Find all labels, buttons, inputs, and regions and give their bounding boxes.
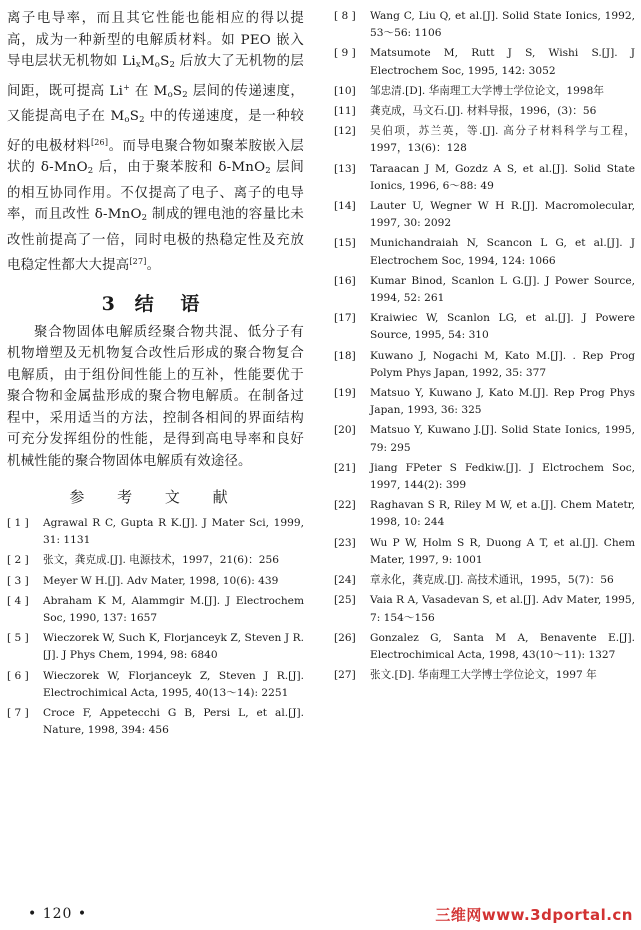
reference-text: Jiang FPeter S Fedkiw.[J]. J Elctrochem Soc, 1997, 144(2): 399	[370, 461, 635, 492]
subscript: o	[154, 60, 161, 70]
reference-item	[334, 123, 635, 157]
reference-number: [10]	[334, 84, 356, 97]
reference-number: [25]	[334, 594, 356, 607]
subscript: 2	[265, 166, 271, 176]
reference-item	[334, 348, 635, 382]
citation-superscript: [26]	[90, 137, 109, 147]
reference-item	[334, 83, 635, 100]
reference-number: [ 1 ]	[7, 517, 29, 529]
reference-item	[334, 592, 635, 626]
reference-number: [12]	[334, 125, 356, 138]
reference-text: 吴伯项，苏兰英，等.[J]. 高分子材料科学与工程，1997，13(6)：128	[370, 125, 635, 155]
reference-item	[334, 460, 635, 494]
reference-item	[334, 535, 635, 569]
page-number: • 120 •	[28, 906, 88, 922]
reference-item	[7, 515, 304, 549]
subscript: 2	[139, 115, 145, 125]
reference-number: [16]	[334, 274, 356, 287]
reference-text: Croce F, Appetecchi G B, Persi L, et al.[J]. Nature, 1998, 394: 456	[43, 707, 304, 737]
reference-text: 张文.[D]. 华南理工大学博士学位论文，1997 年	[370, 669, 597, 682]
reference-item	[7, 630, 304, 664]
reference-number: [23]	[334, 536, 356, 549]
reference-number: [27]	[334, 669, 356, 682]
reference-text: Agrawal R C, Gupta R K.[J]. J Mater Sci, 1999, 31: 1131	[43, 517, 304, 547]
text-run: S	[172, 83, 183, 99]
reference-number: [ 8 ]	[334, 10, 356, 22]
subscript: o	[124, 115, 130, 125]
left-column	[7, 8, 304, 742]
conclusion-paragraph: 聚合物固体电解质经聚合物共混、低分子有机物增塑及无机物复合改性后形成的聚合物复合电解质，由于组份间性能上的互补，性能要优于聚合物和金属盐形成的聚合物电解质。在制备过程中，采用适当的方法，控制各相间的界面结构可充分发挥组份的性能，是得到高电导率和良好机械性能的聚合物固体电解质有效途径。	[7, 324, 304, 469]
references-heading: 参 考 文 献	[69, 488, 242, 506]
reference-number: [11]	[334, 105, 356, 118]
reference-text: Wu P W, Holm S R, Duong A T, et al.[J]. Chem Mater, 1997, 9: 1001	[370, 536, 635, 566]
reference-item	[7, 705, 304, 739]
subscript: 2	[182, 89, 188, 100]
reference-number: [ 7 ]	[7, 707, 29, 720]
reference-text: Taraacan J M, Gozdz A S, et al.[J]. Solid State Ionics, 1996, 6～88: 49	[370, 162, 635, 192]
reference-text: Kumar Binod, Scanlon L G.[J]. J Power Source, 1994, 52: 261	[370, 274, 635, 305]
reference-item	[334, 310, 635, 344]
reference-number: [20]	[334, 424, 356, 437]
reference-number: [ 5 ]	[7, 632, 29, 645]
section-number: 3	[101, 292, 125, 315]
subscript: o	[167, 89, 173, 100]
reference-item	[7, 552, 304, 569]
citation-superscript: [27]	[129, 257, 147, 266]
text-run: 层间的传递速度，又能提高电子在 M	[7, 83, 305, 124]
reference-number: [15]	[334, 237, 356, 250]
reference-number: [26]	[334, 631, 356, 644]
reference-text: Gonzalez G, Santa M A, Benavente E.[J]. Electrochimical Acta, 1998, 43(10～11): 1327	[370, 631, 635, 661]
reference-number: [ 3 ]	[7, 574, 29, 587]
reference-number: [13]	[334, 162, 356, 175]
reference-item	[7, 668, 304, 702]
reference-text: Meyer W H.[J]. Adv Mater, 1998, 10(6): 439	[43, 574, 279, 587]
watermark: 三维网www.3dportal.cn	[435, 906, 633, 924]
text-run: 离子电导率，而且其它性能也能相应的得以提高，成为一种新型的电解质材料。如 PEO 嵌入导电层状无机物如 Li	[7, 11, 304, 69]
reference-item	[334, 630, 635, 664]
reference-text: Matsuo Y, Kuwano J.[J]. Solid State Ionics, 1995, 79: 295	[370, 424, 635, 454]
reference-item	[334, 273, 635, 307]
reference-text: Raghavan S R, Riley M W, et a.[J]. Chem Matetr, 1998, 10: 244	[370, 499, 635, 529]
reference-number: [24]	[334, 574, 356, 587]
reference-text: 张文，龚克成.[J]. 电源技术，1997，21(6)：256	[43, 554, 279, 567]
reference-text: Kuwano J, Nogachi M, Kato M.[J]. . Rep Prog Polym Phys Japan, 1992, 35: 377	[370, 349, 635, 379]
reference-number: [ 4 ]	[7, 594, 29, 607]
reference-number: [14]	[334, 200, 356, 213]
reference-item	[7, 573, 304, 590]
superscript: +	[123, 82, 131, 92]
subscript: 2	[169, 60, 176, 70]
reference-item	[334, 8, 635, 42]
text-run: 后放大了无机物的层间距，既可提高 Li	[7, 54, 304, 99]
reference-item	[334, 422, 635, 456]
reference-number: [21]	[334, 461, 356, 474]
reference-list-left	[7, 515, 304, 739]
text-run: 制成的锂电池的容量比未改性前提高了一倍，同时电极的热稳定性及充放电稳定性都大大提高	[7, 207, 305, 273]
reference-text: Wieczorek W, Such K, Florjanceyk Z, Steven J R.[J]. J Phys Chem, 1994, 98: 6840	[43, 632, 304, 662]
section-title: 结 语	[134, 292, 210, 315]
subscript: 2	[141, 213, 148, 223]
text-run: 后，由于聚苯胺和 δ-MnO	[93, 160, 266, 175]
reference-text: Vaia R A, Vasadevan S, et al.[J]. Adv Mater, 1995, 7: 154～156	[370, 594, 635, 624]
reference-text: Matsuo Y, Kuwano J, Kato M.[J]. Rep Prog Phys Japan, 1993, 36: 325	[370, 387, 635, 417]
reference-item	[334, 198, 635, 232]
reference-number: [19]	[334, 387, 356, 400]
reference-number: [18]	[334, 349, 356, 362]
reference-text: 邹忠清.[D]. 华南理工大学博士学位论文，1998年	[370, 84, 604, 97]
subscript: 2	[87, 166, 94, 176]
reference-number: [ 6 ]	[7, 669, 29, 682]
reference-text: Wieczorek W, Florjanceyk Z, Steven J R.[J]. Electrochimical Acta, 1995, 40(13～14): 2251	[43, 669, 304, 699]
reference-text: Abraham K M, Alammgir M.[J]. J Electrochem Soc, 1990, 137: 1657	[43, 594, 304, 625]
reference-item	[334, 667, 635, 684]
reference-number: [22]	[334, 499, 356, 512]
text-run: 中的传递速度，是一种较好的电极材料	[7, 109, 304, 154]
intro-paragraph	[7, 8, 304, 277]
text-run: 层间的相互协同作用。不仅提高了电子、离子的电导率，而且改性 δ-MnO	[7, 160, 304, 222]
reference-text: 龚克成，马文石.[J]. 材料导报，1996，(3)：56	[370, 105, 597, 118]
text-run: M	[140, 54, 155, 69]
reference-item	[334, 235, 635, 269]
reference-item	[334, 497, 635, 531]
reference-item	[7, 593, 304, 627]
right-column	[334, 8, 635, 687]
reference-item	[334, 45, 635, 79]
reference-item	[334, 103, 635, 120]
reference-item	[334, 572, 635, 589]
text-run: 。而导电聚合物如聚苯胺嵌入层状的 δ-MnO	[7, 138, 304, 175]
reference-text: 章永化，龚克成.[J]. 高技术通讯，1995，5(7)：56	[370, 574, 614, 587]
reference-text: Wang C, Liu Q, et al.[J]. Solid State Ionics, 1992, 53～56: 1106	[370, 10, 635, 40]
text-run: 。	[146, 258, 161, 273]
reference-text: Kraiwiec W, Scanlon LG, et al.[J]. J Powere Source, 1995, 54: 310	[370, 312, 635, 342]
reference-number: [ 2 ]	[7, 554, 29, 567]
reference-item	[334, 161, 635, 195]
text-run: S	[160, 54, 170, 69]
reference-number: [ 9 ]	[334, 47, 356, 60]
reference-text: Lauter U, Wegner W H R.[J]. Macromolecular, 1997, 30: 2092	[370, 200, 635, 230]
reference-text: Munichandraiah N, Scancon L G, et al.[J]. J Electrochem Soc, 1994, 124: 1066	[370, 237, 635, 267]
subscript: x	[135, 60, 141, 70]
reference-item	[334, 385, 635, 419]
reference-list-right	[334, 8, 635, 684]
section-heading	[7, 289, 304, 316]
reference-number: [17]	[334, 312, 356, 325]
text-run: S	[129, 109, 140, 124]
reference-text: Matsumote M, Rutt J S, Wishi S.[J]. J Electrochem Soc, 1995, 142: 3052	[370, 47, 635, 77]
text-run: 在 M	[130, 83, 168, 99]
